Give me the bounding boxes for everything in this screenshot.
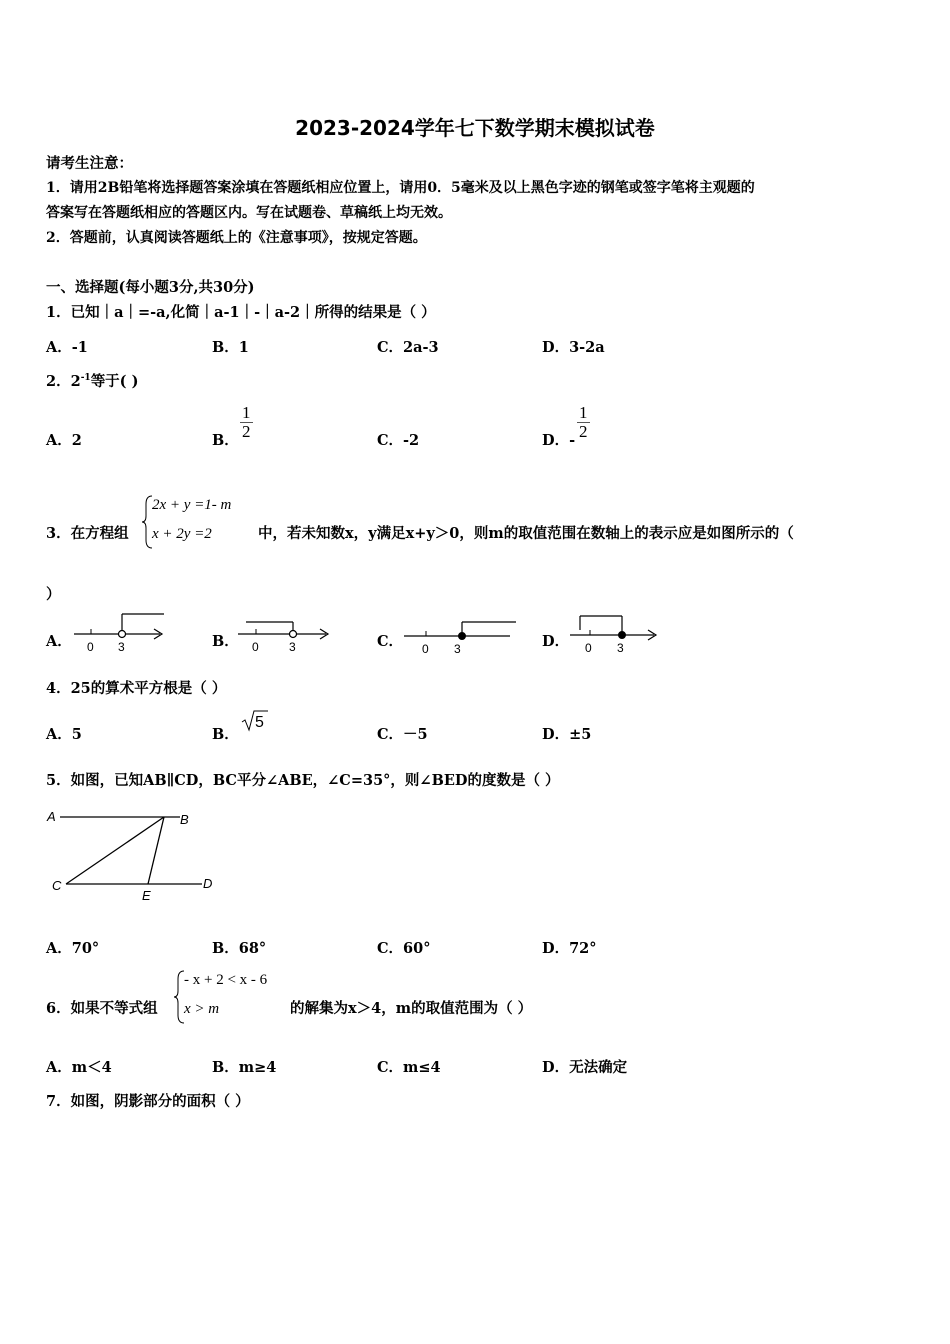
- tick-3-a: 3: [118, 640, 125, 654]
- q2-option-d-fraction: [577, 404, 590, 441]
- q4-option-d[interactable]: D．±5: [542, 726, 592, 743]
- q2-stem-sup: -1: [80, 373, 91, 384]
- q3-numberline-b: [236, 608, 336, 656]
- tick-0-d: 0: [585, 641, 592, 655]
- q5-option-d[interactable]: D．72°: [542, 940, 597, 957]
- q3-numberline-d: [568, 608, 668, 656]
- q4-sqrt-symbol: [240, 708, 270, 734]
- q1-option-b[interactable]: B．1: [212, 339, 249, 356]
- q5-option-a[interactable]: A．70°: [46, 940, 100, 957]
- q2-option-b-label: B．: [212, 432, 239, 449]
- tick-0-c: 0: [422, 642, 429, 656]
- q5-option-c[interactable]: C．60°: [377, 940, 431, 957]
- q3-numberline-c: [402, 608, 522, 656]
- q3-prefix: 3．在方程组: [46, 525, 129, 542]
- q3-equation-2: x + 2y =2: [152, 526, 212, 542]
- q2-d-denominator: 2: [579, 422, 588, 441]
- tick-0-b: 0: [252, 640, 259, 654]
- q2-option-d-label: D．-: [542, 432, 576, 449]
- q6-option-d[interactable]: D．无法确定: [542, 1059, 628, 1076]
- q2-option-b-fraction: [240, 404, 253, 441]
- q2-stem-suffix: 等于( ): [90, 373, 139, 390]
- point-d: D: [203, 876, 213, 891]
- tick-3-b: 3: [289, 640, 296, 654]
- q2-stem: [46, 370, 138, 391]
- q3-close-paren: ）: [46, 586, 61, 603]
- q2-d-numerator: 1: [579, 403, 588, 422]
- q2-option-a[interactable]: A．2: [46, 432, 82, 449]
- q6-option-b[interactable]: B．m≥4: [212, 1059, 277, 1076]
- q5-option-b[interactable]: B．68°: [212, 940, 267, 957]
- q4-sqrt-value: 5: [255, 714, 264, 731]
- q6-option-c[interactable]: C．m≤4: [377, 1059, 441, 1076]
- q6-option-a[interactable]: A．m＜4: [46, 1059, 112, 1076]
- q4-option-a[interactable]: A．5: [46, 726, 82, 743]
- q3-numberline-a: [72, 608, 172, 656]
- q6-prefix: 6．如果不等式组: [46, 1000, 158, 1017]
- tick-3-d: 3: [617, 641, 624, 655]
- q1-stem: 1．已知｜a｜=-a,化简｜a-1｜-｜a-2｜所得的结果是（ ）: [46, 304, 436, 321]
- q2-stem-prefix: 2．2: [46, 373, 81, 390]
- tick-0-a: 0: [87, 640, 94, 654]
- q2-option-c[interactable]: C．-2: [377, 432, 420, 449]
- point-c: C: [52, 878, 62, 893]
- q2-option-b[interactable]: [212, 429, 239, 450]
- q6-inequality-2: x > m: [184, 1001, 220, 1017]
- q3-suffix: 中，若未知数x，y满足x+y＞0，则m的取值范围在数轴上的表示应是如图所示的（: [258, 525, 794, 542]
- q6-inequality-1: - x + 2 < x - 6: [184, 972, 268, 988]
- q3-option-d[interactable]: D．: [542, 633, 570, 650]
- q4-option-b[interactable]: B．: [212, 726, 239, 743]
- q3-equation-1: 2x + y =1- m: [152, 497, 232, 513]
- q2-b-denominator: 2: [242, 422, 251, 441]
- q4-option-c[interactable]: C．－5: [377, 726, 428, 743]
- point-b: B: [180, 812, 189, 827]
- q1-option-c[interactable]: C．2a-3: [377, 339, 439, 356]
- point-e: E: [142, 888, 151, 903]
- notice-heading: 请考生注意：: [46, 155, 133, 172]
- section-heading: 一、选择题(每小题3分,共30分): [46, 279, 255, 296]
- q5-figure: [44, 806, 224, 906]
- page-title: 2023-2024学年七下数学期末模拟试卷: [295, 116, 655, 140]
- notice-line2: 2．答题前，认真阅读答题纸上的《注意事项》，按规定答题。: [46, 230, 427, 246]
- q1-option-a[interactable]: A．-1: [46, 339, 88, 356]
- point-a: A: [47, 809, 56, 824]
- q1-option-d[interactable]: D．3-2a: [542, 339, 605, 356]
- q5-stem: 5．如图，已知AB∥CD，BC平分∠ABE，∠C=35°，则∠BED的度数是（ ）: [46, 772, 560, 789]
- q6-suffix: 的解集为x＞4，m的取值范围为（ ）: [290, 1000, 533, 1017]
- tick-3-c: 3: [454, 642, 461, 656]
- q3-option-b[interactable]: B．: [212, 633, 239, 650]
- notice-line1b: 答案写在答题纸相应的答题区内。写在试题卷、草稿纸上均无效。: [46, 205, 452, 221]
- q2-b-numerator: 1: [242, 403, 251, 422]
- q3-option-c[interactable]: C．: [377, 633, 404, 650]
- q4-stem: 4．25的算术平方根是（ ）: [46, 680, 227, 697]
- q7-stem: 7．如图，阴影部分的面积（ ）: [46, 1093, 250, 1110]
- q2-option-d[interactable]: [542, 429, 575, 450]
- q3-option-a[interactable]: A．: [46, 633, 72, 650]
- notice-line1a: 1．请用2B铅笔将选择题答案涂填在答题纸相应位置上，请用0．5毫米及以上黑色字迹的钢笔或签字笔将主观题的: [46, 180, 755, 196]
